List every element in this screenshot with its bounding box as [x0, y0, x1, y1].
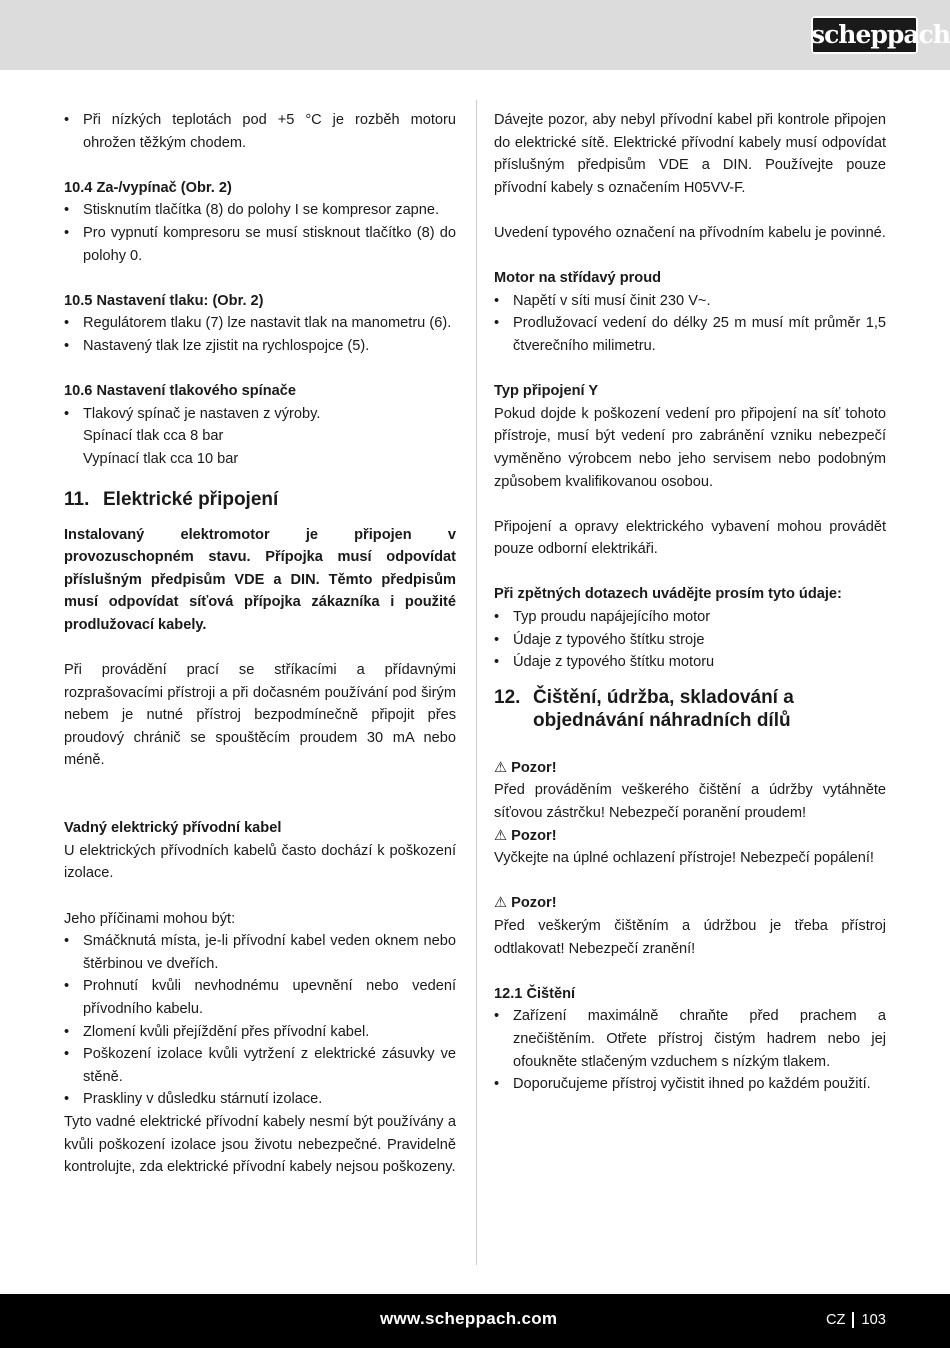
defective-cable-closing: Tyto vadné elektrické přívodní kabely nesmí být používány a kvůli poškození izolace jsou životu nebezpečné. Pravidelně kontrolujte, zda elektrické přívodní kabely nejsou poškozeny.	[64, 1113, 456, 1176]
scheppach-logo: scheppach	[811, 16, 918, 54]
warning-label: ⚠ Pozor!	[494, 759, 557, 776]
left-column	[64, 109, 456, 1179]
list-item: • Údaje z typového štítku motoru	[494, 651, 886, 674]
electrical-connection-notice: Instalovaný elektromotor je připojen v provozuschopném stavu. Přípojka musí odpovídat příslušným předpisům VDE a DIN. Těmto předpisům musí odpovídat síťová přípojka zákazníka i použité prodlužovací kabely.	[64, 526, 456, 633]
list-item: • Zařízení maximálně chraňte před prachem a znečištěním. Otřete přístroj čistým hadrem nebo jej ofoukněte stlačeným vzduchem s nízkým tlakem.	[494, 1005, 886, 1073]
rcd-paragraph: Při provádění prací se stříkacími a přídavnými rozprašovacími přístroji a při dočasném používání pod širým nebem je nutné přístroj bezpodmínečně připojit přes proudový chránič se spouštěcím proudem 30 mA nebo méně.	[64, 662, 456, 769]
right-column	[494, 109, 886, 1096]
warning-text: Před veškerým čištěním a údržbou je třeba přístroj odtlakovat! Nebezpečí zranění!	[494, 918, 886, 957]
type-designation-paragraph: Uvedení typového označení na přívodním kabelu je povinné.	[494, 224, 886, 241]
list-item: • Smáčknutá místa, je-li přívodní kabel veden oknem nebo štěrbinou ve dveřích.	[64, 930, 456, 975]
list-item: • Zlomení kvůli přejíždění přes přívodní kabel.	[64, 1021, 456, 1044]
list-item: • Při nízkých teplotách pod +5 °C je rozběh motoru ohrožen těžkým chodem.	[64, 109, 456, 154]
section-11-heading	[64, 488, 456, 511]
list-item: • Doporučujeme přístroj vyčistit ihned po každém použití.	[494, 1073, 886, 1096]
section-title: Elektrické připojení	[103, 488, 279, 510]
section-10-6-list	[64, 403, 456, 426]
list-item: • Nastavený tlak lze zjistit na rychlospojce (5).	[64, 335, 456, 358]
list-item: • Tlakový spínač je nastaven z výroby.	[64, 403, 456, 426]
queries-heading: Při zpětných dotazech uvádějte prosím tyto údaje:	[494, 586, 842, 603]
language-code: CZ	[826, 1312, 846, 1328]
list-item: • Údaje z typového štítku stroje	[494, 629, 886, 652]
page-header	[0, 0, 950, 70]
list-item: • Prodlužovací vedení do délky 25 m musí mít průměr 1,5 čtverečního milimetru.	[494, 312, 886, 357]
section-10-5-list	[64, 312, 456, 357]
list-item: • Stisknutím tlačítka (8) do polohy I se kompresor zapne.	[64, 199, 456, 222]
intro-list	[64, 109, 456, 154]
section-number: 12.	[494, 686, 521, 708]
warning-text: Před prováděním veškerého čištění a údržby vytáhněte síťovou zástrčku! Nebezpečí poranění proudem!	[494, 782, 886, 822]
causes-intro: Jeho příčinami mohou být:	[64, 910, 236, 927]
section-12-1-heading: 12.1 Čištění	[494, 985, 576, 1002]
list-item: • Poškození izolace kvůli vytržení z elektrické zásuvky ve stěně.	[64, 1043, 456, 1088]
warning-text: Vyčkejte na úplné ochlazení přístroje! Nebezpečí popálení!	[494, 850, 874, 867]
section-10-4-list	[64, 199, 456, 267]
cable-check-paragraph: Dávejte pozor, aby nebyl přívodní kabel při kontrole připojen do elektrické sítě. Elektrické přívodní kabely musí odpovídat příslušným předpisům VDE a DIN. Používejte pouze přívodní kabely s označením H05VV-F.	[494, 112, 886, 196]
section-title: Čištění, údržba, skladování a objednávání náhradních dílů	[533, 686, 794, 731]
warning-triangle-icon: ⚠	[494, 895, 508, 912]
ac-motor-list	[494, 290, 886, 358]
page-number: 103	[861, 1312, 886, 1328]
section-number: 11.	[64, 488, 90, 510]
ac-motor-heading: Motor na střídavý proud	[494, 270, 662, 287]
queries-list	[494, 606, 886, 674]
separator	[852, 1312, 854, 1328]
list-item: • Napětí v síti musí činit 230 V~.	[494, 290, 886, 313]
page-footer	[0, 1294, 950, 1348]
cleaning-list	[494, 1005, 886, 1095]
section-10-4-heading: 10.4 Za-/vypínač (Obr. 2)	[64, 179, 232, 196]
list-item: • Praskliny v důsledku stárnutí izolace.	[64, 1088, 456, 1111]
switch-on-pressure: Spínací tlak cca 8 bar	[83, 428, 224, 445]
warning-label: ⚠ Pozor!	[494, 895, 557, 912]
defective-cable-heading: Vadný elektrický přívodní kabel	[64, 820, 282, 837]
switch-off-pressure: Vypínací tlak cca 10 bar	[83, 450, 239, 467]
defective-cable-paragraph: U elektrických přívodních kabelů často dochází k poškození izolace.	[64, 842, 456, 882]
section-10-6-heading: 10.6 Nastavení tlakového spínače	[64, 383, 296, 400]
list-item: • Regulátorem tlaku (7) lze nastavit tlak na manometru (6).	[64, 312, 456, 335]
connection-type-y-paragraph: Pokud dojde k poškození vedení pro připojení na síť tohoto přístroje, musí být vedení pro zabránění vzniku nebezpečí vyměněno výrobcem nebo jeho servisem nebo podobným způsobem kvalifikovanou osobou.	[494, 405, 886, 490]
warning-triangle-icon: ⚠	[494, 827, 508, 844]
page-indicator	[826, 1309, 886, 1332]
list-item: • Pro vypnutí kompresoru se musí stisknout tlačítko (8) do polohy 0.	[64, 222, 456, 267]
website-url: www.scheppach.com	[380, 1309, 558, 1328]
electrician-paragraph: Připojení a opravy elektrického vybavení mohou provádět pouze odborní elektrikáři.	[494, 518, 886, 558]
list-item: • Typ proudu napájejícího motor	[494, 606, 886, 629]
section-12-heading	[494, 686, 886, 732]
warning-triangle-icon: ⚠	[494, 759, 508, 776]
column-divider	[476, 100, 477, 1265]
section-10-5-heading: 10.5 Nastavení tlaku: (Obr. 2)	[64, 292, 264, 309]
connection-type-y-heading: Typ připojení Y	[494, 383, 599, 400]
list-item: • Prohnutí kvůli nevhodnému upevnění nebo vedení přívodního kabelu.	[64, 975, 456, 1020]
warning-label: ⚠ Pozor!	[494, 827, 557, 844]
causes-list	[64, 930, 456, 1111]
